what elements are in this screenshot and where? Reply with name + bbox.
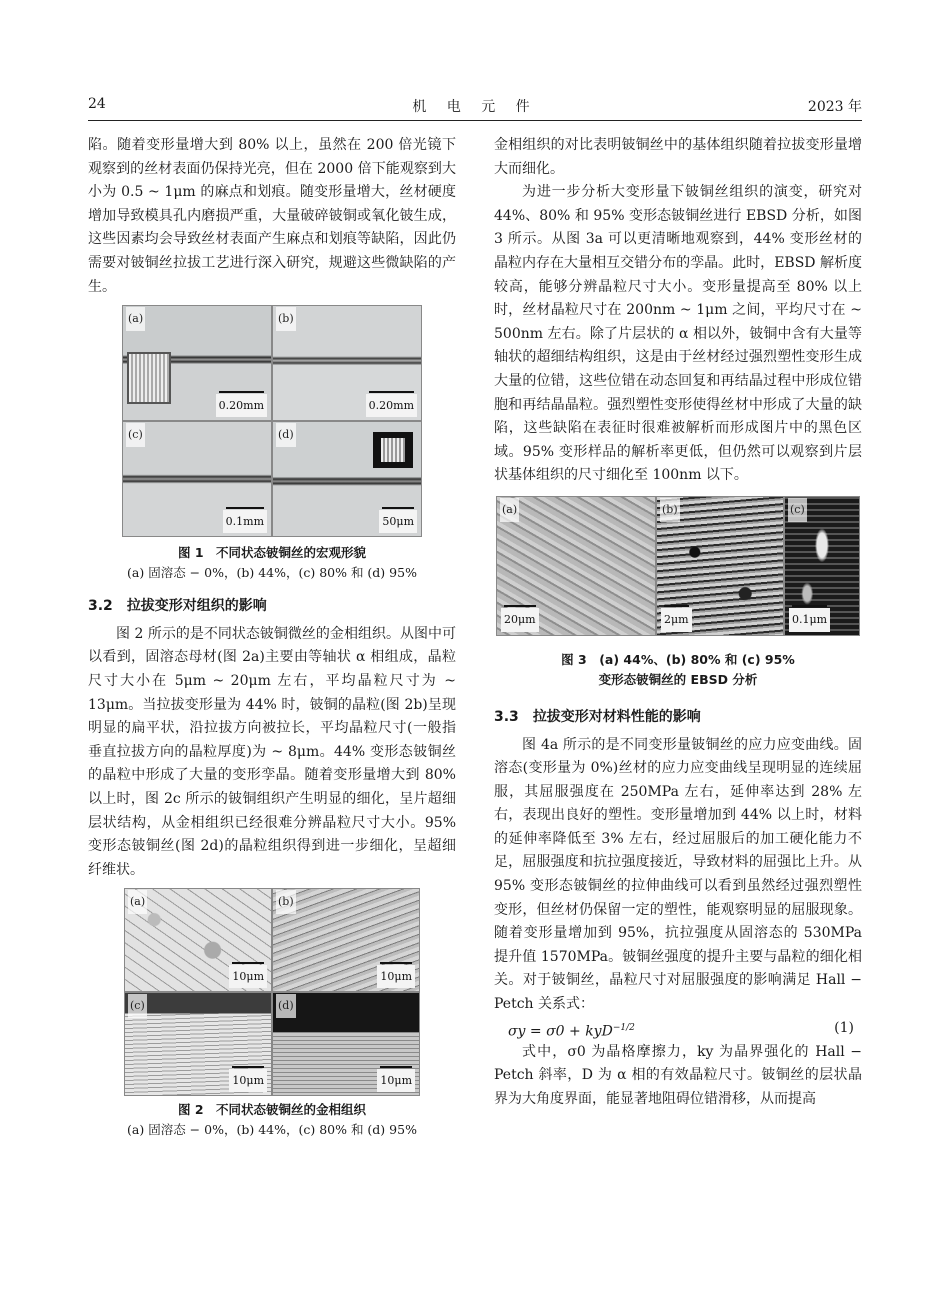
figure-3-subtitle: 变形态铍铜丝的 EBSD 分析: [598, 671, 758, 687]
fig2-label-d: (d): [276, 994, 296, 1018]
fig3-panel-c: [784, 496, 860, 636]
paragraph-surface-defects: 陷。随着变形量增大到 80% 以上，虽然在 200 倍光镜下观察到的丝材表面仍保持光亮，但在 2000 倍下能观察到大小为 0.5 ~ 1μm 的麻点和划痕。随变形量增大，丝材硬度增加导致模具孔内磨损严重，大量破碎铍铜或氧化铍生成，这些因素均会导致丝材表面产生麻点和划痕等缺陷，因此仍需要对铍铜丝拉拔工艺进行深入研究，规避这些微缺陷的产生。: [88, 137, 456, 295]
equation-body: σy = σ0 + kyD: [508, 1023, 613, 1040]
fig2-panel-b: [272, 888, 420, 992]
paragraph-properties: 图 4a 所示的是不同变形量铍铜丝的应力应变曲线。固溶态(变形量为 0%)丝材的应力应变曲线呈现明显的连续屈服，其屈服强度在 250MPa 左右，延伸率达到 28% 左右，表现出良好的塑性。变形量增加到 44% 以上时，材料的延伸率降低至 3% 左右，经过屈服后的加工硬化能力不足，屈服强度和抗拉强度接近，导致材料的屈强比上升。从 95% 变形态铍铜丝的拉伸曲线可以看到虽然经过强烈塑性变形，但丝材仍保留一定的塑性，能观察明显的屈服现象。随着变形量增加到 95%，抗拉强度从固溶态的 530MPa 提升值 1570MPa。铍铜丝强度的提升主要与晶粒的细化相关。对于铍铜丝，晶粒尺寸对屈服强度的影响满足 Hall − Petch 关系式：: [494, 736, 862, 1013]
equation-hall-petch: [494, 1017, 862, 1041]
section-title: 拉拔变形对材料性能的影响: [532, 708, 701, 725]
left-column: [88, 134, 456, 1140]
figure-3-caption: [494, 650, 862, 690]
figure-1: [122, 305, 422, 537]
paragraph-equation-terms: 式中，σ0 为晶格摩擦力，ky 为晶界强化的 Hall − Petch 斜率，D 为 α 相的有效晶粒尺寸。铍铜丝的层状晶界为大角度界面，能显著地阻碍位错滑移，从而提高: [494, 1043, 862, 1107]
figure-1-caption: [88, 543, 456, 583]
figure-2-title: 图 2 不同状态铍铜丝的金相组织: [177, 1102, 367, 1118]
equation-formula: [508, 1017, 635, 1044]
fig2-label-b: (b): [276, 890, 296, 914]
spool-image: [127, 352, 171, 404]
fig2-panel-a: [124, 888, 272, 992]
section-3-3-heading: [494, 706, 862, 730]
fig1-label-a: (a): [126, 307, 145, 331]
fig2-label-a: (a): [128, 890, 147, 914]
fig1-scale-d: 50μm: [379, 510, 417, 534]
figure-3-title: 图 3 (a) 44%、(b) 80% 和 (c) 95%: [561, 651, 795, 667]
page-number: 24: [88, 96, 106, 112]
fig1-panel-d: [272, 421, 422, 537]
fig1-scale-c: 0.1mm: [223, 510, 267, 534]
fig3-panel-a: [496, 496, 656, 636]
figure-1-subtitle: (a) 固溶态 − 0%，(b) 44%，(c) 80% 和 (d) 95%: [127, 565, 417, 581]
section-number: 3.2: [88, 598, 113, 615]
equation-number: (1): [834, 1019, 854, 1036]
figure-1-title: 图 1 不同状态铍铜丝的宏观形貌: [177, 545, 367, 561]
fig2-scale-b: 10μm: [377, 965, 415, 989]
fig3-scale-a: 20μm: [501, 608, 539, 632]
fig1-label-b: (b): [276, 307, 296, 331]
fig3-label-b: (b): [660, 498, 680, 522]
paragraph-metallography: 图 2 所示的是不同状态铍铜微丝的金相组织。从图中可以看到，固溶态母材(图 2a)主要由等轴状 α 相组成，晶粒尺寸大小在 5μm ~ 20μm 左右，平均晶粒尺寸为 ~ 13μm。当拉拔变形量为 44% 时，铍铜的晶粒(图 2b)呈现明显的扁平状，沿拉拔方向被拉长，平均晶粒尺寸(一般指垂直拉拔方向的晶粒厚度)为 ~ 8μm。44% 变形态铍铜丝的晶粒中形成了大量的变形孪晶。随着变形量增大到 80% 以上时，图 2c 所示的铍铜组织产生明显的细化，呈片超细层状结构，从金相组织已经很难分辨晶粒尺寸大小。95% 变形态铍铜丝(图 2d)的晶粒组织得到进一步细化，呈超细纤维状。: [88, 625, 456, 878]
page-header: [88, 96, 862, 121]
fig2-scale-d: 10μm: [377, 1069, 415, 1093]
fig1-panel-a: [122, 305, 272, 421]
figure-2-subtitle: (a) 固溶态 − 0%，(b) 44%，(c) 80% 和 (d) 95%: [127, 1122, 417, 1138]
fig1-panel-c: [122, 421, 272, 537]
journal-title: 机 电 元 件: [412, 99, 538, 115]
fig3-panel-b: [656, 496, 784, 636]
figure-3: [496, 496, 860, 636]
equation-exponent: −1/2: [612, 1022, 635, 1033]
paragraph-ebsd: 为进一步分析大变形量下铍铜丝组织的演变，研究对 44%、80% 和 95% 变形态铍铜丝进行 EBSD 分析，如图 3 所示。从图 3a 可以更清晰地观察到，44% 变形丝材的晶粒内存在大量相互交错分布的孪晶。此时，EBSD 解析度较高，能够分辨晶粒尺寸大小。变形量提高至 80% 以上时，丝材晶粒尺寸在 200nm ~ 1μm 之间，平均尺寸在 ~ 500nm 左右。除了片层状的 α 相以外，铍铜中含有大量等轴状的超细结构组织，这是由于丝材经过强烈塑性变形生成大量的位错，这些位错在动态回复和再结晶过程中形成位错胞和再结晶晶粒。强烈塑性变形使得丝材中形成了大量的缺陷，这些缺陷在表征时很难被解析而形成图片中的黑色区域。95% 变形样品的解析率更低，但仍然可以观察到片层状基体组织的尺寸细化至 100nm 以下。: [494, 184, 862, 484]
fig3-scale-c: 0.1μm: [789, 608, 830, 632]
fig1-scale-a: 0.20mm: [216, 394, 267, 418]
paragraph-comparison: 金相组织的对比表明铍铜丝中的基体组织随着拉拔变形量增大而细化。: [494, 137, 862, 177]
spool-image: [373, 432, 413, 468]
section-title: 拉拔变形对组织的影响: [126, 598, 267, 615]
figure-2: [124, 888, 420, 1094]
fig3-label-c: (c): [788, 498, 807, 522]
fig1-scale-b: 0.20mm: [366, 394, 417, 418]
fig2-panel-c: [124, 992, 272, 1096]
fig2-scale-c: 10μm: [229, 1069, 267, 1093]
fig3-label-a: (a): [500, 498, 519, 522]
publication-year: 2023 年: [807, 99, 862, 115]
fig1-label-d: (d): [276, 423, 296, 447]
fig3-scale-b: 2μm: [661, 608, 692, 632]
fig1-panel-b: [272, 305, 422, 421]
fig2-panel-d: [272, 992, 420, 1096]
section-3-2-heading: [88, 595, 456, 619]
fig2-scale-a: 10μm: [229, 965, 267, 989]
right-column: [494, 134, 862, 1111]
fig2-label-c: (c): [128, 994, 147, 1018]
section-number: 3.3: [494, 708, 519, 725]
figure-2-caption: [88, 1100, 456, 1140]
fig1-label-c: (c): [126, 423, 145, 447]
